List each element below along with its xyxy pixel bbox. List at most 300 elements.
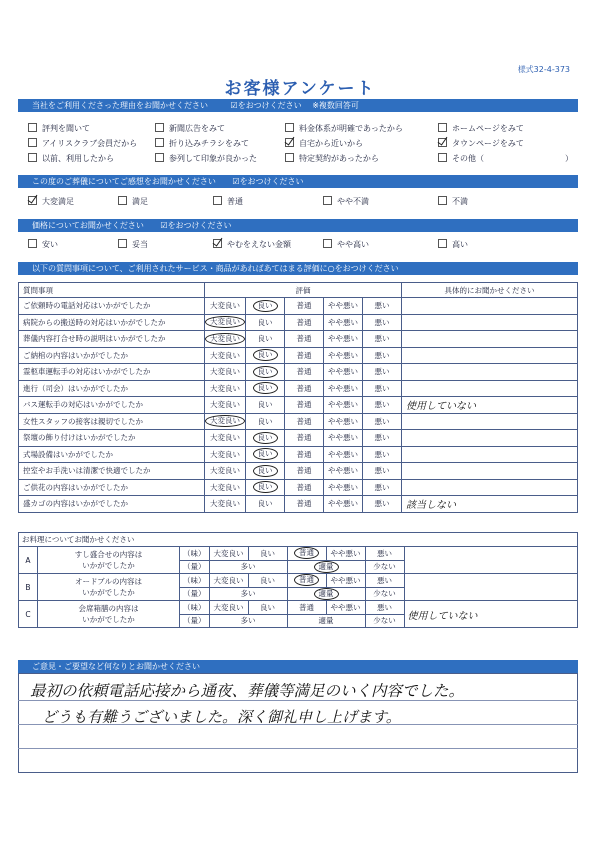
rating-cell[interactable] [246, 446, 285, 463]
rating-cell[interactable] [324, 479, 363, 496]
rating-cell[interactable] [205, 298, 246, 315]
reason-option-5[interactable] [155, 138, 249, 149]
rating-cell[interactable] [205, 314, 246, 331]
food-comment-0 [404, 547, 578, 574]
reason-option-6-label: 自宅から近いから [299, 139, 363, 148]
rating-cell[interactable] [324, 347, 363, 364]
rating-cell[interactable] [324, 446, 363, 463]
taste-cell[interactable] [326, 601, 365, 615]
rating-option[interactable]: 普通 [296, 350, 312, 360]
taste-option[interactable]: やや悪い [330, 602, 361, 612]
rating-cell[interactable] [246, 298, 285, 315]
reason-option-9-label: 参列して印象が良かった [169, 154, 257, 163]
rating-cell[interactable] [363, 413, 402, 430]
impression-header-note: ☑をおつけください [232, 177, 304, 186]
comment-0 [402, 298, 578, 315]
question-0: ご依頼時の電話対応はいかがでしたか [19, 298, 205, 315]
food-row-taste [19, 547, 578, 561]
qty-cell[interactable] [287, 560, 365, 574]
taste-cell[interactable] [287, 547, 326, 561]
question-9: 式場設備はいかがでしたか [19, 446, 205, 463]
impression-option-3-label: やや不満 [337, 197, 369, 206]
checkbox[interactable] [28, 138, 37, 147]
food-row-taste [19, 601, 578, 615]
rating-cell[interactable] [205, 430, 246, 447]
rating-option[interactable]: やや悪い [328, 367, 358, 377]
rating-option[interactable]: 普通 [296, 301, 312, 311]
price-option-4[interactable] [438, 239, 468, 250]
rating-cell[interactable] [324, 364, 363, 381]
questions-table [18, 282, 578, 513]
reason-option-10-label: 特定契約があったから [299, 154, 379, 163]
rating-cell[interactable] [205, 380, 246, 397]
price-option-3[interactable] [323, 239, 369, 250]
price-option-0[interactable] [28, 239, 58, 250]
taste-cell[interactable] [365, 601, 404, 615]
comment-11 [402, 479, 578, 496]
rating-cell[interactable] [205, 463, 246, 480]
food-row-taste [19, 574, 578, 588]
qty-cell[interactable] [209, 560, 287, 574]
rating-option[interactable]: やや悪い [328, 350, 358, 360]
rating-option[interactable]: 普通 [296, 449, 312, 459]
reason-option-7[interactable] [438, 138, 524, 149]
rating-cell[interactable] [246, 314, 285, 331]
rating-cell[interactable] [285, 364, 324, 381]
taste-option[interactable]: 普通 [299, 602, 314, 612]
taste-option[interactable]: 悪い [377, 548, 392, 558]
checkbox[interactable] [285, 153, 294, 162]
price-header-note: ☑をおつけください [160, 221, 232, 230]
checkbox[interactable] [28, 196, 37, 205]
qty-option[interactable]: 多い [240, 562, 256, 572]
checkbox[interactable] [155, 138, 164, 147]
rating-cell[interactable] [363, 463, 402, 480]
rating-cell[interactable] [205, 496, 246, 513]
feedback-line-2: どうも有難うございました。深く御礼申し上げます。 [42, 708, 401, 726]
reason-option-1-label: 新聞広告をみて [169, 124, 225, 133]
feedback-header-text: ご意見・ご要望など何なりとお聞かせください [32, 662, 200, 671]
checkbox[interactable] [118, 239, 127, 248]
checkbox[interactable] [323, 239, 332, 248]
checkbox[interactable] [285, 123, 294, 132]
rating-option[interactable]: やや悪い [328, 499, 358, 509]
qty-label: （量） [180, 587, 210, 601]
rating-option[interactable]: 良い [253, 481, 278, 493]
table-row [19, 380, 578, 397]
comment-10 [402, 463, 578, 480]
checkbox[interactable] [28, 153, 37, 162]
rating-option[interactable]: 大変良い [205, 333, 245, 345]
rating-cell[interactable] [324, 430, 363, 447]
checkbox[interactable] [438, 138, 447, 147]
food-key-0: A [19, 547, 38, 574]
rating-cell[interactable] [324, 298, 363, 315]
impression-option-2-label: 普通 [227, 197, 243, 206]
impression-header-text: この度のご葬儀についてご感想をお聞かせください [32, 177, 216, 186]
checkbox[interactable] [285, 138, 294, 147]
rating-cell[interactable] [324, 496, 363, 513]
rating-cell[interactable] [363, 397, 402, 414]
comment-4 [402, 364, 578, 381]
rating-cell[interactable] [363, 347, 402, 364]
rating-cell[interactable] [246, 496, 285, 513]
question-3: ご納棺の内容はいかがでしたか [19, 347, 205, 364]
comment-5 [402, 380, 578, 397]
checkbox[interactable] [438, 196, 447, 205]
rating-option[interactable]: 悪い [374, 433, 390, 443]
checkbox[interactable] [155, 123, 164, 132]
checkbox[interactable] [438, 239, 447, 248]
reason-other-close: ） [565, 154, 573, 163]
impression-option-0[interactable] [28, 196, 74, 207]
rating-option[interactable]: 普通 [296, 367, 312, 377]
comment-2 [402, 331, 578, 348]
col-detail: 具体的にお聞かせください [402, 283, 578, 298]
qty-option[interactable]: 多い [240, 589, 256, 599]
rating-cell[interactable] [285, 331, 324, 348]
rating-option[interactable]: 普通 [296, 383, 312, 393]
rating-option[interactable]: 普通 [296, 433, 312, 443]
checkbox[interactable] [155, 153, 164, 162]
rating-option[interactable]: やや悪い [328, 449, 358, 459]
checkbox[interactable] [323, 196, 332, 205]
rating-option[interactable]: 大変良い [210, 301, 240, 311]
rating-option[interactable]: 普通 [296, 466, 312, 476]
rating-cell[interactable] [205, 397, 246, 414]
price-option-4-label: 高い [452, 240, 468, 249]
qty-option[interactable]: 少ない [373, 562, 396, 572]
table-row [19, 298, 578, 315]
rating-cell[interactable] [363, 479, 402, 496]
qty-cell[interactable] [365, 587, 404, 601]
impression-option-4[interactable] [438, 196, 468, 207]
rating-cell[interactable] [363, 298, 402, 315]
question-8: 祭壇の飾り付けはいかがでしたか [19, 430, 205, 447]
rating-cell[interactable] [324, 331, 363, 348]
rating-option[interactable]: 悪い [374, 334, 390, 344]
impression-option-0-label: 大変満足 [42, 197, 74, 206]
question-7: 女性スタッフの接客は親切でしたか [19, 413, 205, 430]
rating-option[interactable]: 悪い [374, 416, 390, 426]
qty-label: （量） [180, 614, 210, 628]
food-q2: いかがでしたか [82, 615, 135, 624]
rating-cell[interactable] [205, 331, 246, 348]
rating-option[interactable]: 良い [253, 349, 278, 361]
rating-option[interactable]: 大変良い [210, 466, 240, 476]
rating-cell[interactable] [205, 347, 246, 364]
checkbox[interactable] [118, 196, 127, 205]
taste-option[interactable]: 良い [260, 548, 275, 558]
rating-cell[interactable] [324, 413, 363, 430]
comment-9 [402, 446, 578, 463]
rating-cell[interactable] [363, 331, 402, 348]
reason-option-8-label: 以前、利用したから [42, 154, 114, 163]
table-row [19, 496, 578, 513]
rating-option[interactable]: 悪い [374, 400, 390, 410]
comment-3 [402, 347, 578, 364]
rating-cell[interactable] [324, 314, 363, 331]
rating-cell[interactable] [205, 446, 246, 463]
food-q2: いかがでしたか [82, 561, 135, 570]
rating-cell[interactable] [285, 314, 324, 331]
taste-label: （味） [180, 574, 210, 588]
food-header: お料理についてお聞かせください [19, 533, 578, 547]
rating-option[interactable]: やや悪い [328, 466, 358, 476]
reason-option-0[interactable] [28, 123, 90, 134]
price-option-2[interactable] [213, 239, 291, 250]
rating-option[interactable]: 普通 [296, 400, 312, 410]
rating-cell[interactable] [285, 496, 324, 513]
qty-option[interactable]: 多い [240, 616, 256, 626]
reason-option-10[interactable] [285, 153, 379, 164]
reason-header-text: 当社をご利用くださった理由をお聞かせください [32, 101, 208, 110]
rating-cell[interactable] [363, 430, 402, 447]
qty-option[interactable]: 適量 [314, 561, 339, 573]
rating-option[interactable]: 普通 [296, 416, 312, 426]
taste-option[interactable]: 悪い [377, 602, 392, 612]
checkbox[interactable] [213, 196, 222, 205]
table-row [19, 413, 578, 430]
reason-header-note: ☑をおつけください [230, 101, 302, 110]
food-question-2 [38, 601, 180, 628]
taste-option[interactable]: 良い [260, 575, 275, 585]
rating-option[interactable]: 悪い [374, 317, 390, 327]
rating-cell[interactable] [363, 364, 402, 381]
qty-option[interactable]: 適量 [318, 616, 334, 626]
table-row [19, 347, 578, 364]
rating-option[interactable]: やや悪い [328, 383, 358, 393]
taste-cell[interactable] [287, 574, 326, 588]
comment-6: 使用していない [402, 397, 578, 414]
page-title: お客様アンケート [224, 79, 376, 99]
taste-cell[interactable] [248, 574, 287, 588]
rating-option[interactable]: 良い [253, 465, 278, 477]
rating-option[interactable]: 普通 [296, 334, 312, 344]
rating-option[interactable]: 普通 [296, 482, 312, 492]
taste-option[interactable]: 良い [260, 602, 275, 612]
rating-option[interactable]: 大変良い [210, 433, 240, 443]
taste-cell[interactable] [365, 547, 404, 561]
questions-header-text: 以下の質問事項について、ご利用されたサービス・商品があればあてはまる評価に○をおつけください [32, 264, 399, 273]
rating-option[interactable]: やや悪い [328, 433, 358, 443]
rating-cell[interactable] [205, 364, 246, 381]
table-row [19, 364, 578, 381]
checkbox[interactable] [28, 123, 37, 132]
rating-cell[interactable] [246, 380, 285, 397]
rating-option[interactable]: 良い [253, 300, 278, 312]
rating-cell[interactable] [285, 397, 324, 414]
rating-cell[interactable] [363, 380, 402, 397]
table-row [19, 314, 578, 331]
rating-cell[interactable] [205, 413, 246, 430]
rating-cell[interactable] [285, 298, 324, 315]
taste-cell[interactable] [209, 547, 248, 561]
rating-option[interactable]: 良い [253, 448, 278, 460]
rating-cell[interactable] [246, 430, 285, 447]
qty-cell[interactable] [287, 587, 365, 601]
qty-label: （量） [180, 560, 210, 574]
reason-option-11[interactable] [438, 153, 484, 164]
rating-option[interactable]: 大変良い [210, 449, 240, 459]
qty-cell[interactable] [209, 614, 287, 628]
taste-cell[interactable] [209, 574, 248, 588]
question-4: 霊柩車運転手の対応はいかがでしたか [19, 364, 205, 381]
rating-option[interactable]: やや悪い [328, 482, 358, 492]
rating-cell[interactable] [285, 347, 324, 364]
rating-cell[interactable] [246, 413, 285, 430]
comment-1 [402, 314, 578, 331]
taste-option[interactable]: 普通 [294, 574, 319, 586]
rating-cell[interactable] [285, 430, 324, 447]
rating-option[interactable]: 悪い [374, 301, 390, 311]
taste-option[interactable]: 悪い [377, 575, 392, 585]
taste-cell[interactable] [326, 547, 365, 561]
impression-header [18, 175, 578, 188]
question-10: 控室やお手洗いは清潔で快適でしたか [19, 463, 205, 480]
rating-cell[interactable] [285, 479, 324, 496]
rating-option[interactable]: 良い [257, 400, 273, 410]
rating-option[interactable]: 普通 [296, 317, 312, 327]
rating-option[interactable]: 悪い [374, 499, 390, 509]
rating-option[interactable]: 悪い [374, 367, 390, 377]
food-q1: 会席箱膳の内容は [78, 604, 139, 613]
price-option-0-label: 安い [42, 240, 58, 249]
food-key-2: C [19, 601, 38, 628]
rating-option[interactable]: 良い [257, 416, 273, 426]
rating-option[interactable]: 悪い [374, 350, 390, 360]
rating-option[interactable]: 大変良い [210, 383, 240, 393]
rating-option[interactable]: 良い [257, 334, 273, 344]
rating-option[interactable]: やや悪い [328, 334, 358, 344]
checkbox[interactable] [28, 239, 37, 248]
taste-option[interactable]: 大変良い [213, 548, 244, 558]
taste-option[interactable]: 普通 [294, 547, 319, 559]
price-header-text: 価格についてお聞かせください [32, 221, 144, 230]
reason-header [18, 99, 578, 112]
taste-cell[interactable] [248, 601, 287, 615]
qty-option[interactable]: 少ない [373, 616, 396, 626]
taste-cell[interactable] [209, 601, 248, 615]
rating-cell[interactable] [205, 479, 246, 496]
food-comment-1 [404, 574, 578, 601]
taste-option[interactable]: 大変良い [213, 575, 244, 585]
reason-option-8[interactable] [28, 153, 114, 164]
checkbox[interactable] [213, 239, 222, 248]
taste-cell[interactable] [326, 574, 365, 588]
rating-option[interactable]: 悪い [374, 449, 390, 459]
rating-option[interactable]: 悪い [374, 482, 390, 492]
reason-option-3[interactable] [438, 123, 524, 134]
rating-option[interactable]: 大変良い [210, 400, 240, 410]
taste-cell[interactable] [365, 574, 404, 588]
qty-cell[interactable] [287, 614, 365, 628]
rating-option[interactable]: 大変良い [210, 482, 240, 492]
rating-cell[interactable] [246, 331, 285, 348]
rating-option[interactable]: 大変良い [205, 415, 245, 427]
impression-option-1[interactable] [118, 196, 148, 207]
taste-option[interactable]: 大変良い [213, 602, 244, 612]
checkbox[interactable] [438, 153, 447, 162]
food-key-1: B [19, 574, 38, 601]
rating-option[interactable]: 良い [257, 317, 273, 327]
price-option-1[interactable] [118, 239, 148, 250]
qty-cell[interactable] [209, 587, 287, 601]
rating-cell[interactable] [246, 347, 285, 364]
rating-cell[interactable] [324, 463, 363, 480]
rating-option[interactable]: やや悪い [328, 416, 358, 426]
table-row [19, 479, 578, 496]
impression-option-2[interactable] [213, 196, 243, 207]
rating-option[interactable]: 大変良い [205, 316, 245, 328]
rating-option[interactable]: 良い [253, 366, 278, 378]
rating-option[interactable]: やや悪い [328, 301, 358, 311]
rating-cell[interactable] [285, 413, 324, 430]
price-option-1-label: 妥当 [132, 240, 148, 249]
question-11: ご供花の内容はいかがでしたか [19, 479, 205, 496]
rating-option[interactable]: 悪い [374, 466, 390, 476]
question-2: 葬儀内容打合せ時の説明はいかがでしたか [19, 331, 205, 348]
reason-option-2[interactable] [285, 123, 403, 134]
impression-option-4-label: 不満 [452, 197, 468, 206]
rating-cell[interactable] [363, 314, 402, 331]
rating-option[interactable]: 良い [253, 432, 278, 444]
rating-cell[interactable] [246, 463, 285, 480]
price-option-3-label: やや高い [337, 240, 369, 249]
taste-cell[interactable] [287, 601, 326, 615]
rating-cell[interactable] [285, 463, 324, 480]
col-rating: 評価 [205, 283, 402, 298]
qty-cell[interactable] [365, 614, 404, 628]
qty-option[interactable]: 適量 [314, 588, 339, 600]
rating-option[interactable]: やや悪い [328, 400, 358, 410]
rating-cell[interactable] [324, 397, 363, 414]
rating-cell[interactable] [363, 496, 402, 513]
rating-option[interactable]: やや悪い [328, 317, 358, 327]
reason-option-6[interactable] [285, 138, 363, 149]
impression-option-3[interactable] [323, 196, 369, 207]
question-6: バス運転手の対応はいかがでしたか [19, 397, 205, 414]
rating-option[interactable]: 良い [257, 499, 273, 509]
checkbox[interactable] [438, 123, 447, 132]
question-1: 病院からの搬送時の対応はいかがでしたか [19, 314, 205, 331]
taste-option[interactable]: やや悪い [330, 575, 361, 585]
rating-cell[interactable] [246, 364, 285, 381]
reason-option-7-label: タウンページをみて [452, 139, 524, 148]
rating-cell[interactable] [285, 380, 324, 397]
reason-option-9[interactable] [155, 153, 257, 164]
rating-option[interactable]: 大変良い [210, 350, 240, 360]
questions-header [18, 262, 578, 275]
rating-cell[interactable] [324, 380, 363, 397]
rating-option[interactable]: 大変良い [210, 499, 240, 509]
reason-option-4[interactable] [28, 138, 137, 149]
rating-cell[interactable] [246, 479, 285, 496]
reason-option-1[interactable] [155, 123, 225, 134]
qty-cell[interactable] [365, 560, 404, 574]
taste-cell[interactable] [248, 547, 287, 561]
impression-option-1-label: 満足 [132, 197, 148, 206]
rating-option[interactable]: 悪い [374, 383, 390, 393]
rating-cell[interactable] [285, 446, 324, 463]
rating-option[interactable]: 普通 [296, 499, 312, 509]
rating-option[interactable]: 良い [253, 382, 278, 394]
rating-cell[interactable] [246, 397, 285, 414]
rating-option[interactable]: 大変良い [210, 367, 240, 377]
rating-cell[interactable] [363, 446, 402, 463]
taste-option[interactable]: やや悪い [330, 548, 361, 558]
qty-option[interactable]: 少ない [373, 589, 396, 599]
